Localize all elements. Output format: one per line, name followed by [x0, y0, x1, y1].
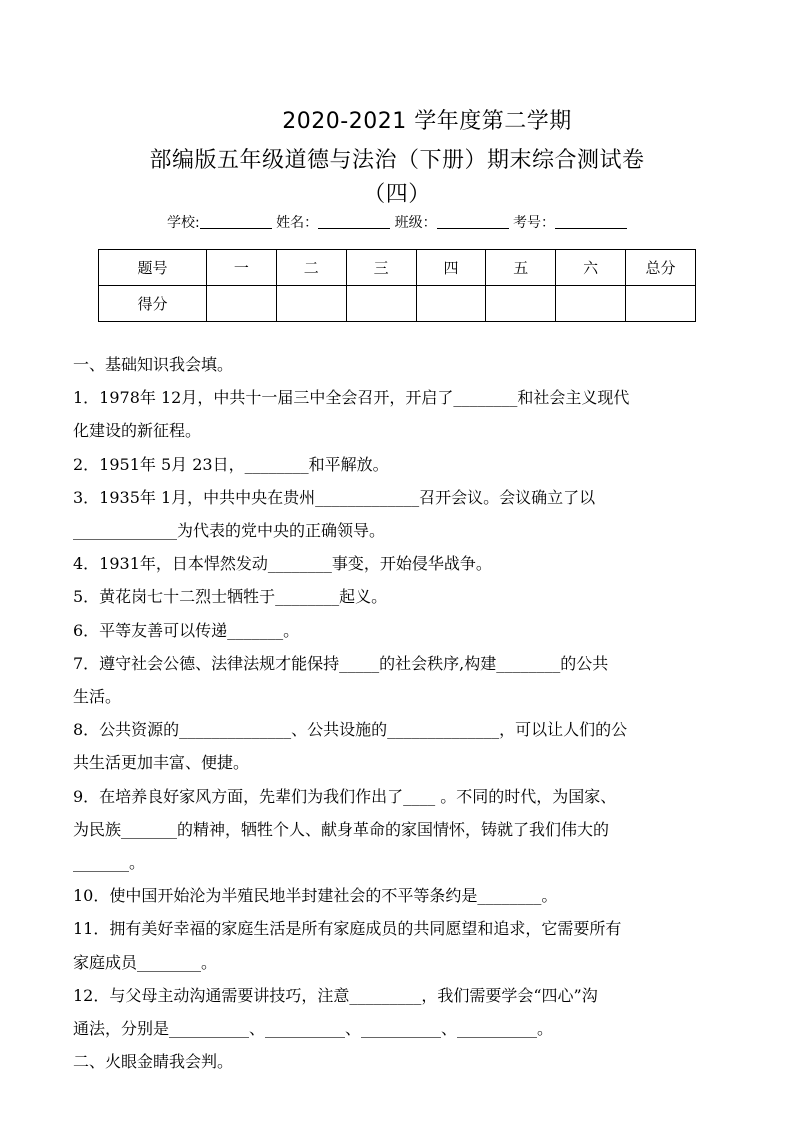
score-header-cell: 一: [207, 250, 277, 286]
score-cell: [346, 286, 416, 322]
question-line: 9．在培养良好家风方面，先辈们为我们作出了____ 。不同的时代，为国家、: [73, 786, 617, 806]
question-line: 8．公共资源的______________、公共设施的______________，可以让人们的公: [73, 720, 628, 740]
class-blank: [437, 214, 509, 229]
score-table: [98, 249, 696, 322]
question-line: 1．1978年 12月，中共十一届三中全会召开，开启了________和社会主义现代: [73, 388, 630, 408]
question-line: 6．平等友善可以传递_______。: [73, 620, 300, 640]
score-header-cell: 二: [276, 250, 346, 286]
school-blank: [200, 214, 272, 229]
question-line: 家庭成员________。: [73, 952, 218, 972]
question-line: 通法，分别是__________、__________、__________、__________。: [73, 1019, 554, 1039]
school-label: 学校:: [166, 215, 200, 231]
question-line: 11．拥有美好幸福的家庭生活是所有家庭成员的共同愿望和追求，它需要所有: [73, 919, 622, 939]
score-header-cell: 题号: [99, 250, 207, 286]
score-cell: [276, 286, 346, 322]
section-heading: 一、基础知识我会填。: [73, 355, 234, 374]
exam-title-line-1: 2020-2021 学年度第二学期: [282, 109, 572, 134]
question-line: 4．1931年，日本悍然发动________事变，开始侵华战争。: [73, 554, 492, 574]
question-line: 12．与父母主动沟通需要讲技巧，注意_________，我们需要学会“四心”沟: [73, 985, 598, 1005]
question-line: 5．黄花岗七十二烈士牺牲于________起义。: [73, 587, 388, 607]
score-header-cell: 六: [556, 250, 626, 286]
question-line: 化建设的新征程。: [73, 421, 202, 441]
score-header-cell: 五: [486, 250, 556, 286]
exam-no-blank: [555, 214, 627, 229]
name-label: 姓名：: [276, 215, 319, 231]
section-heading: 二、火眼金睛我会判。: [73, 1052, 234, 1072]
question-line: 3．1935年 1月，中共中央在贵州_____________召开会议。会议确立了以: [73, 487, 596, 507]
score-header-cell: 总分: [626, 250, 696, 286]
score-cell: [486, 286, 556, 322]
question-line: _______。: [73, 853, 146, 873]
score-header-cell: 四: [416, 250, 486, 286]
question-line: 生活。: [73, 687, 122, 707]
score-cell: [207, 286, 277, 322]
exam-title-line-2: 部编版五年级道德与法治（下册）期末综合测试卷: [149, 148, 645, 173]
student-info-line: [0, 212, 794, 232]
exam-title-line-3: （四）: [363, 182, 431, 207]
score-header-cell: 三: [346, 250, 416, 286]
score-row-label: 得分: [99, 286, 207, 322]
question-line: 为民族_______的精神，牺牲个人、献身革命的家国情怀，铸就了我们伟大的: [73, 819, 610, 839]
score-cell: [556, 286, 626, 322]
score-cell: [626, 286, 696, 322]
score-cell: [416, 286, 486, 322]
question-line: 共生活更加丰富、便捷。: [73, 753, 250, 773]
question-line: 7．遵守社会公德、法律法规才能保持_____的社会秩序,构建________的公共: [73, 653, 609, 673]
question-line: 10．使中国开始沦为半殖民地半封建社会的不平等条约是________。: [73, 886, 558, 906]
exam-no-label: 考号：: [513, 215, 556, 231]
score-table-header-row: [99, 250, 696, 286]
question-line: 2．1951年 5月 23日，________和平解放。: [73, 454, 389, 474]
score-table-score-row: [99, 286, 696, 322]
name-blank: [318, 214, 390, 229]
class-label: 班级：: [394, 215, 437, 231]
question-line: _____________为代表的党中央的正确领导。: [73, 521, 386, 541]
question-body: [73, 348, 725, 1078]
